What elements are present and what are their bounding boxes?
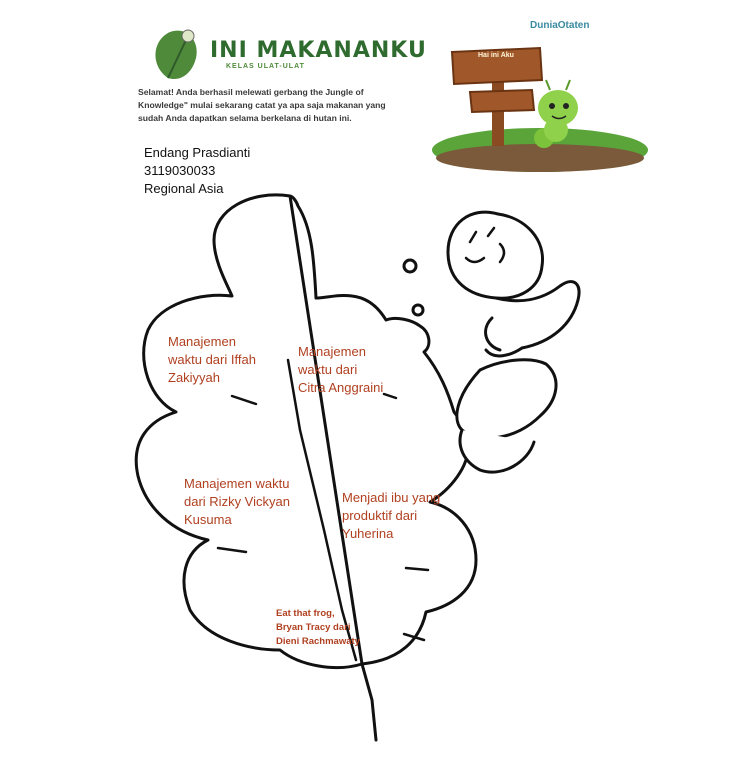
note-line: produktif dari [342, 508, 418, 523]
note-line: Dieni Rachmawaty [276, 636, 360, 647]
page-title: INI MAKANANKU [210, 38, 427, 63]
student-info [144, 144, 250, 198]
leaf-note-1 [168, 333, 256, 387]
student-region: Regional Asia [144, 181, 224, 196]
note-line: Yuherina [342, 526, 394, 541]
note-line: Zakiyyah [168, 370, 221, 385]
note-line: Manajemen [168, 334, 236, 349]
leaf-note-4 [342, 489, 440, 543]
note-line: Menjadi ibu yang [342, 490, 441, 505]
note-line: dari Rizky Vickyan [184, 494, 290, 509]
note-line: Eat that frog, [276, 608, 335, 619]
note-line: Bryan Tracy dari [276, 622, 351, 633]
caterpillar-signpost-illustration [432, 48, 648, 172]
note-line: Manajemen waktu [184, 476, 290, 491]
leaf-logo-icon [155, 30, 196, 79]
student-id: 3119030033 [144, 163, 216, 178]
note-line: Kusuma [184, 512, 232, 527]
leaf-note-3 [184, 475, 290, 529]
leaf-outline [136, 195, 476, 740]
note-line: waktu dari [298, 362, 358, 377]
intro-text: Selamat! Anda berhasil melewati gerbang the Jungle of Knowledge" mulai sekarang catat ya apa saja makanan yang sudah Anda dapatkan selama berkelana di hutan ini. [138, 87, 386, 123]
note-line: waktu dari Iffah [168, 352, 256, 367]
page-subtitle: KELAS ULAT-ULAT [226, 63, 305, 70]
sign-label: Hai ini Aku [478, 52, 514, 59]
note-line: Manajemen [298, 344, 366, 359]
leaf-note-5 [276, 607, 360, 649]
brand-logo-text: DuniaOtaten [530, 20, 590, 31]
student-name: Endang Prasdianti [144, 145, 251, 160]
leaf-note-2 [298, 343, 383, 397]
note-line: Citra Anggraini [298, 380, 384, 395]
